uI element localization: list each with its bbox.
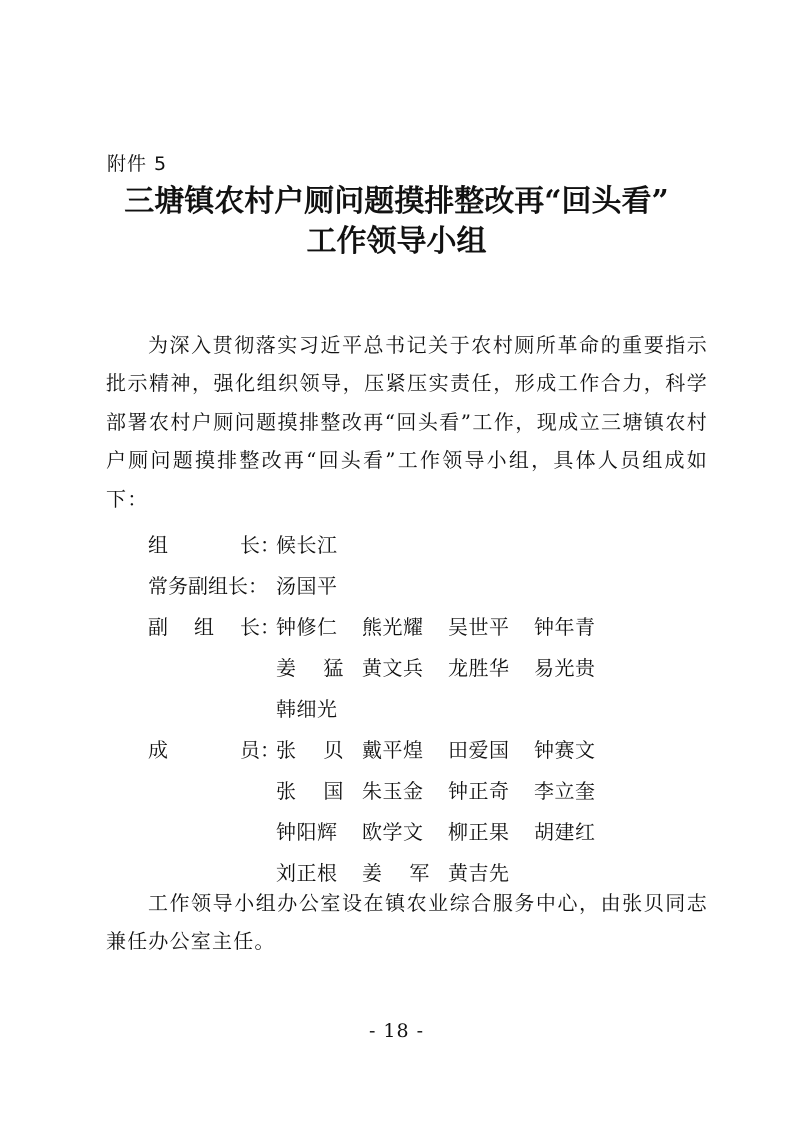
person-name: 熊光耀 xyxy=(362,615,424,639)
role-label-leader: 组 长 ： xyxy=(148,533,280,557)
roster-row-leader xyxy=(148,525,620,566)
person-name: 姜 猛 xyxy=(276,656,344,680)
person-name: 钟正奇 xyxy=(448,779,510,803)
person-name: 田爱国 xyxy=(448,738,510,762)
deputies-names-row-1 xyxy=(276,607,620,648)
leader-names xyxy=(276,525,362,566)
roster-row-members-cont xyxy=(148,812,620,853)
intro-paragraph: 为深入贯彻落实习近平总书记关于农村厕所革命的重要指示批示精神，强化组织领导，压紧压实责任，形成工作合力，科学部署农村户厕问题摸排整改再“回头看”工作，现成立三塘镇农村户厕问题摸排整改再“回头看”工作领导小组，具体人员组成如下： xyxy=(106,333,708,511)
role-label-deputies: 副 组 长 ： xyxy=(148,615,280,639)
roster-row-deputies-cont xyxy=(148,648,620,689)
roster-row-deputies xyxy=(148,607,620,648)
person-name: 张 贝 xyxy=(276,738,344,762)
person-name: 吴世平 xyxy=(448,615,510,639)
person-name: 李立奎 xyxy=(534,779,596,803)
person-name: 候长江 xyxy=(276,533,338,557)
person-name: 钟阳辉 xyxy=(276,820,338,844)
role-label-executive-deputy: 常务副组长 ： xyxy=(148,574,268,598)
person-name: 黄吉先 xyxy=(448,861,510,885)
person-name: 戴平煌 xyxy=(362,738,424,762)
attachment-label: 附件 5 xyxy=(107,153,168,175)
person-name: 汤国平 xyxy=(276,574,338,598)
members-names-row-2 xyxy=(276,771,620,812)
roster-row-deputies-cont xyxy=(148,689,620,730)
role-label-members: 成 员 ： xyxy=(148,738,280,762)
deputies-names-row-3 xyxy=(276,689,362,730)
person-name: 姜 军 xyxy=(362,861,430,885)
person-name: 韩细光 xyxy=(276,697,338,721)
roster-list xyxy=(148,525,620,894)
roster-row-executive-deputy xyxy=(148,566,620,607)
person-name: 张 国 xyxy=(276,779,344,803)
person-name: 钟修仁 xyxy=(276,615,338,639)
members-names-row-1 xyxy=(276,730,620,771)
person-name: 龙胜华 xyxy=(448,656,510,680)
closing-paragraph: 工作领导小组办公室设在镇农业综合服务中心，由张贝同志兼任办公室主任。 xyxy=(106,891,708,954)
page-number: - 18 - xyxy=(368,1020,425,1042)
person-name: 易光贵 xyxy=(534,656,596,680)
person-name: 钟年青 xyxy=(534,615,596,639)
person-name: 柳正果 xyxy=(448,820,510,844)
document-title-line-2: 工作领导小组 xyxy=(306,224,487,259)
executive-deputy-names xyxy=(276,566,362,607)
person-name: 朱玉金 xyxy=(362,779,424,803)
person-name: 刘正根 xyxy=(276,861,338,885)
members-names-row-3 xyxy=(276,812,620,853)
person-name: 黄文兵 xyxy=(362,656,424,680)
roster-row-members-cont xyxy=(148,771,620,812)
person-name: 欧学文 xyxy=(362,820,424,844)
document-title-line-1: 三塘镇农村户厕问题摸排整改再“回头看” xyxy=(124,184,669,219)
deputies-names-row-2 xyxy=(276,648,620,689)
person-name: 胡建红 xyxy=(534,820,596,844)
person-name: 钟赛文 xyxy=(534,738,596,762)
roster-row-members xyxy=(148,730,620,771)
